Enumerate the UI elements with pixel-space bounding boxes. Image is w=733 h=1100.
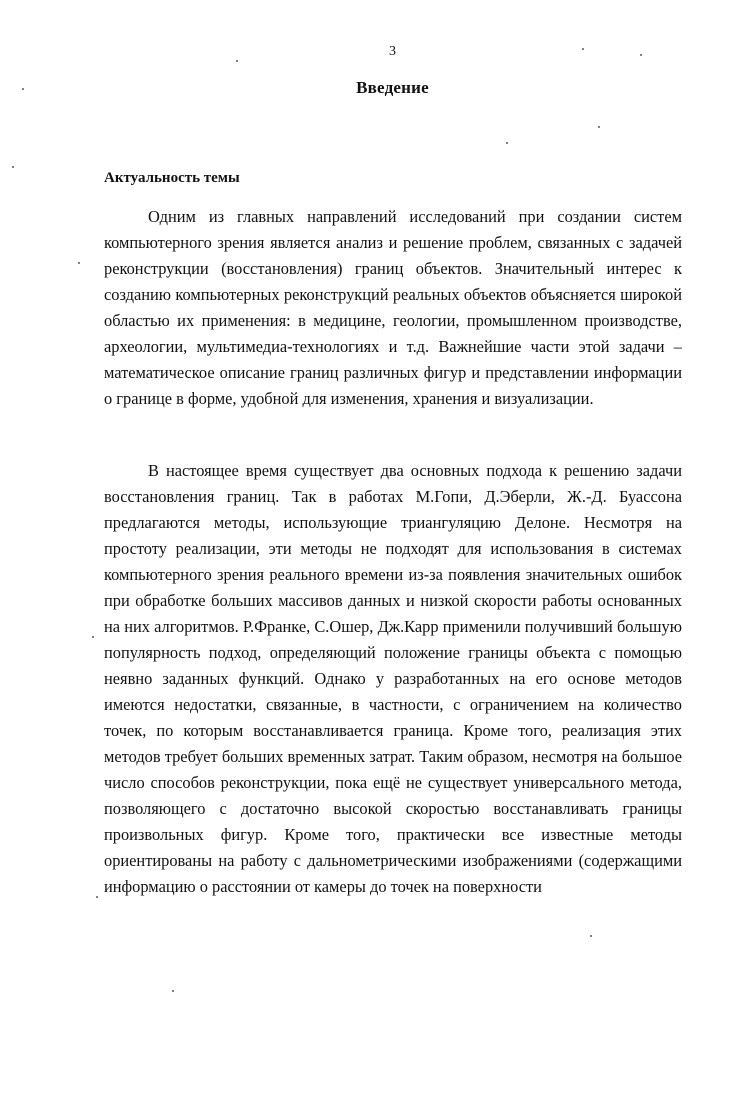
scan-speck	[22, 88, 24, 90]
scan-speck	[96, 896, 98, 898]
scan-speck	[582, 48, 584, 50]
paragraph-2: В настоящее время существует два основных подхода к решению задачи восстановления границ. Так в работах М.Гопи, Д.Эберли, Ж.-Д. Буассона предлагаются методы, использующие триангуляцию Делоне. Несмотря на простоту реализации, эти методы не подходят для использования в системах компьютерного зрения реального времени из-за появления значительных ошибок при обработке больших массивов данных и низкой скорости работы основанных на них алгоритмов. Р.Франке, С.Ошер, Дж.Карр применили получивший большую популярность подход, определяющий положение границы объекта с помощью неявно заданных функций. Однако у разработанных на его основе методов имеются недостатки, связанные, в частности, с ограничением на количество точек, по которым восстанавливается граница. Кроме того, реализация этих методов требует больших временных затрат. Таким образом, несмотря на большое число способов реконструкции, пока ещё не существует универсального метода, позволяющего с достаточно высокой скоростью восстанавливать границы произвольных фигур. Кроме того, практически все известные методы ориентированы на работу с дальнометрическими изображениями (содержащими информацию о расстоянии от камеры до точек на поверхности	[104, 461, 682, 896]
page-heading: Введение	[356, 78, 429, 97]
page-number: 3	[389, 44, 396, 59]
scan-speck	[92, 636, 94, 638]
scan-speck	[236, 60, 238, 62]
scan-speck	[12, 166, 14, 168]
scan-speck	[506, 142, 508, 144]
scan-speck	[598, 126, 600, 128]
scan-speck	[78, 262, 80, 264]
paragraph-1: Одним из главных направлений исследований при создании систем компьютерного зрения является анализ и решение проблем, связанных с задачей реконструкции (восстановления) границ объектов. Значительный интерес к созданию компьютерных реконструкций реальных объектов объясняется широкой областью их применения: в медицине, геологии, промышленном производстве, археологии, мультимедиа-технологиях и т.д. Важнейшие части этой задачи – математическое описание границ различных фигур и представлении информации о границе в форме, удобной для изменения, хранения и визуализации.	[104, 207, 682, 408]
scan-speck	[172, 990, 174, 992]
scan-speck	[640, 54, 642, 56]
scan-speck	[590, 935, 592, 937]
section-title: Актуальность темы	[104, 170, 240, 186]
